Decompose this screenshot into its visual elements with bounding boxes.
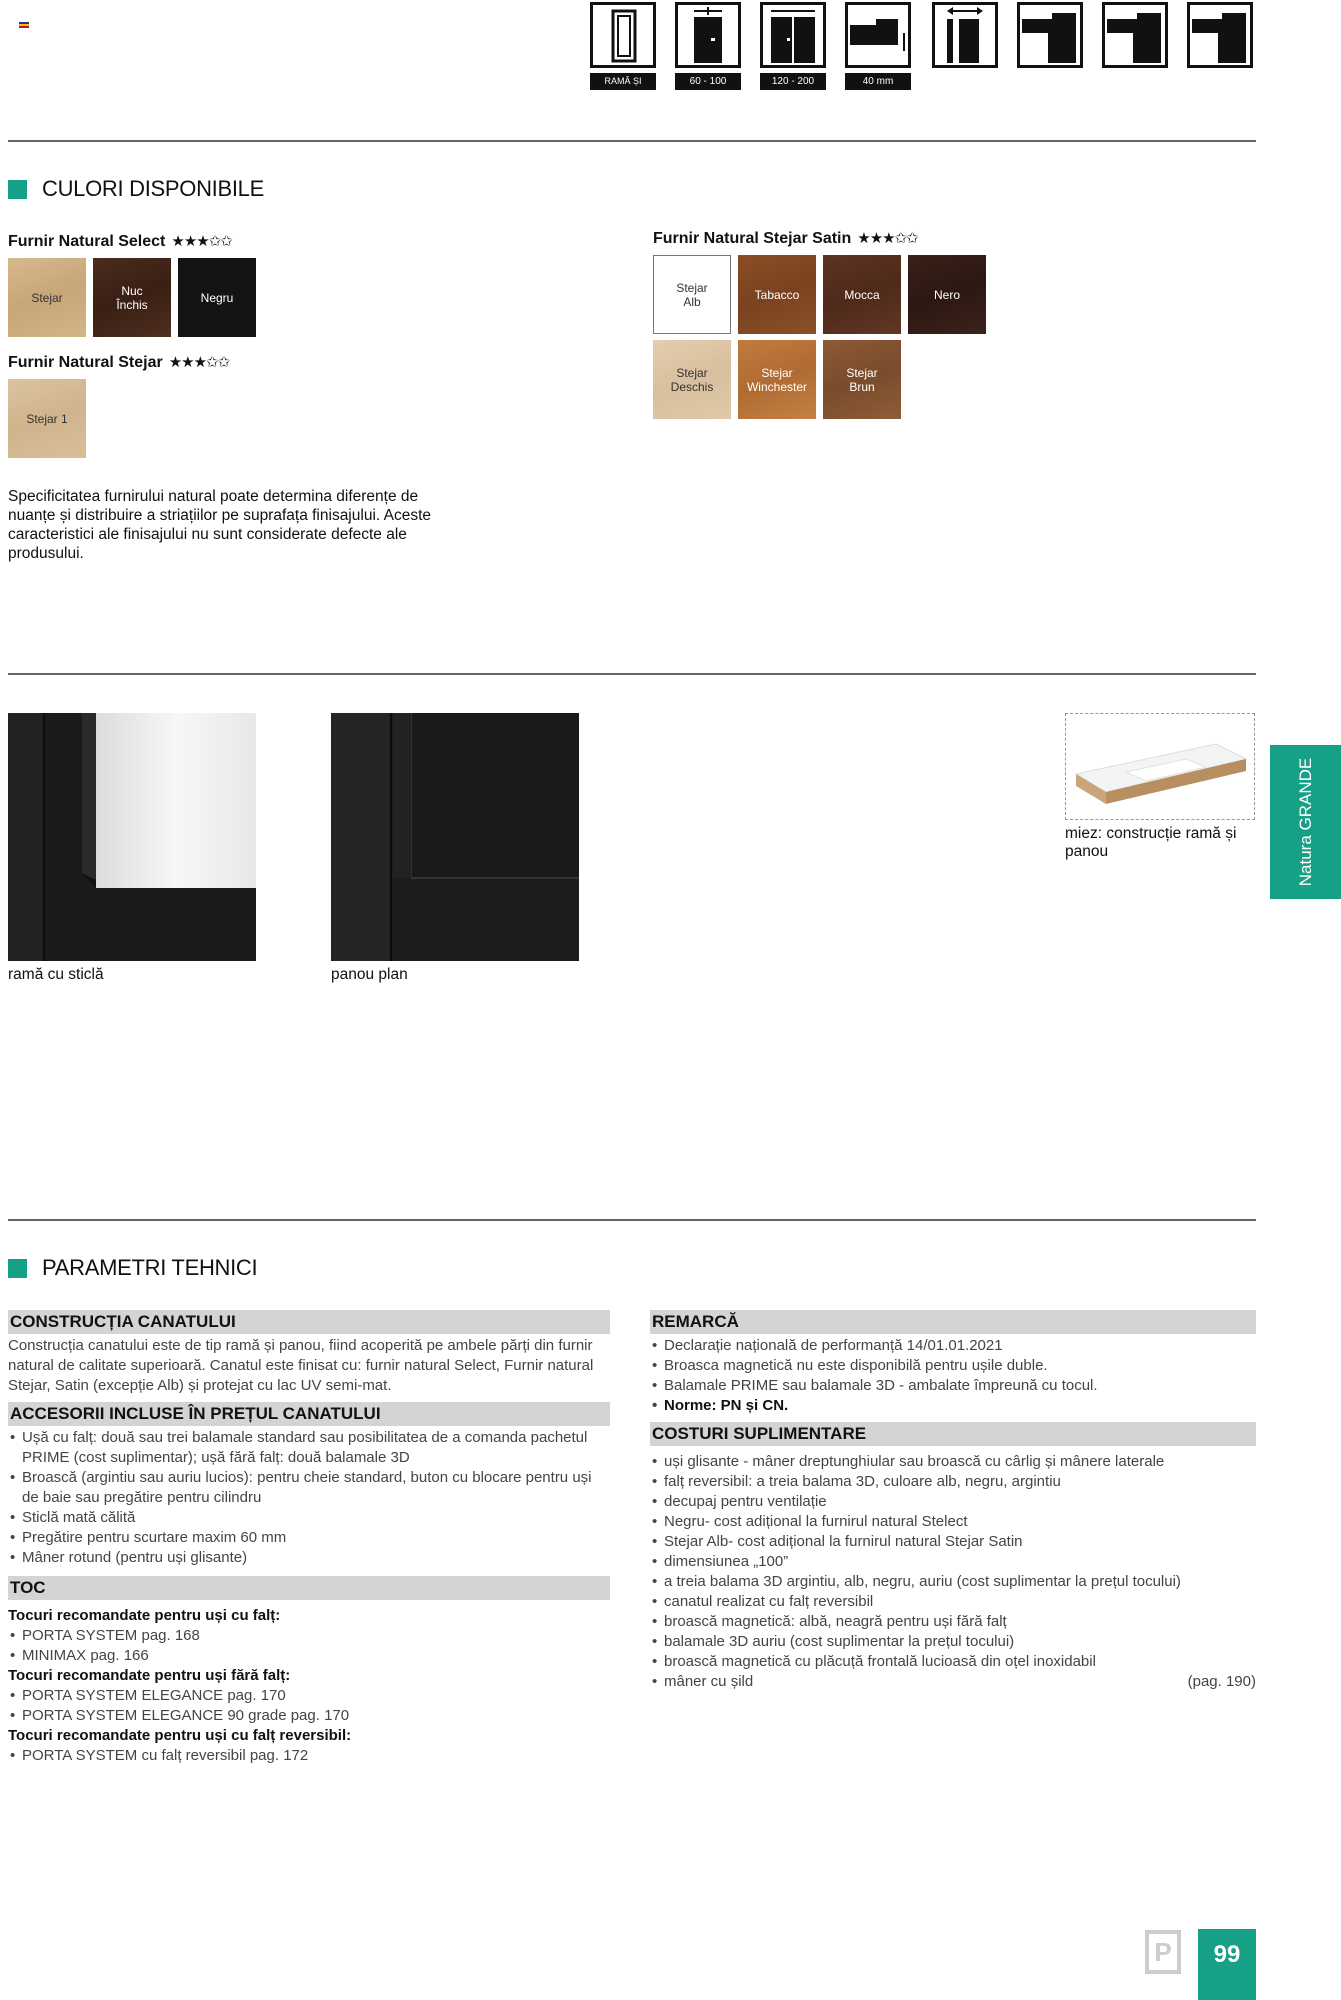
list-item: • PORTA SYSTEM pag. 168 [8,1626,610,1646]
group-title-select: Furnir Natural Select ★★★✩✩ [8,233,232,250]
divider [8,673,1256,675]
list-item: • broască magnetică: albă, neagră pentru uși fără falț [650,1612,1256,1632]
remark-list [650,1336,1256,1416]
door-thickness-icon [845,2,911,68]
icon-label-double-width: 120 - 200 [760,73,826,90]
single-door-width-icon [675,2,741,68]
list-item: • decupaj pentru ventilație [650,1492,1256,1512]
toc-block [8,1606,610,1766]
construction-text: Construcția canatului este de tip ramă și panou, fiind acoperită pe ambele părți din furnir natural de calitate superioară. Canatul este finisat cu: furnir natural Select, Furnir natural Stejar, Satin (excepție Alb) și protejat cu lac UV semi-mat. [8,1337,594,1394]
list-item: • canatul realizat cu falț reversibil [650,1592,1256,1612]
list-item: • falț reversibil: a treia balama 3D, culoare alb, negru, argintiu [650,1472,1256,1492]
section-marker [8,180,27,199]
list-item: • dimensiunea „100” [650,1552,1256,1572]
rebate-profile-icon-2 [1102,2,1168,68]
swatch-stejar[interactable]: Stejar [8,258,86,337]
list-item: • mâner cu șild (pag. 190) [650,1672,1256,1692]
list-item: • Ușă cu falț: două sau trei balamale standard sau posibilitatea de a comanda pachetul PRIME (cost suplimentar); ușă fără falț: două balamale 3D [8,1428,610,1468]
caption-plain: panou plan [331,966,408,983]
door-glass-image [8,713,256,961]
swatch-stejar-brun[interactable]: Stejar Brun [823,340,901,419]
core-construction-image [1065,713,1255,820]
frame-panel-door-icon [590,2,656,68]
caption-glass: ramă cu sticlă [8,966,104,983]
toc-group-title: Tocuri recomandate pentru uși cu falț: [8,1607,281,1624]
list-item: • Negru- cost adițional la furnirul natural Stelect [650,1512,1256,1532]
tech-right-column [650,1310,1256,1692]
swatch-tabacco[interactable]: Tabacco [738,255,816,334]
reversible-door-icon [932,2,998,68]
accessories-list [8,1428,610,1568]
group-title-stejar: Furnir Natural Stejar ★★★✩✩ [8,354,230,371]
list-item: • Sticlă mată călită [8,1508,610,1528]
swatch-negru[interactable]: Negru [178,258,256,337]
group-title-satin: Furnir Natural Stejar Satin ★★★✩✩ [653,230,918,247]
swatch-nero[interactable]: Nero [908,255,986,334]
heading-extra-costs: COSTURI SUPLIMENTARE [650,1422,1256,1446]
brand-logo: P [1145,1930,1181,1974]
swatch-stejar-winchester[interactable]: Stejar Winchester [738,340,816,419]
section-title-tech: PARAMETRI TEHNICI [42,1255,258,1280]
heading-remark: REMARCĂ [650,1310,1256,1334]
list-item: • Broasca magnetică nu este disponibilă pentru ușile duble. [650,1356,1256,1376]
rating-stars: ★★★✩✩ [168,354,230,371]
swatch-nuc-inchis[interactable]: Nuc Închis [93,258,171,337]
list-item: • MINIMAX pag. 166 [8,1646,610,1666]
series-side-tab: Natura GRANDE [1270,745,1341,899]
heading-accessories: ACCESORII INCLUSE ÎN PREȚUL CANATULUI [8,1402,610,1426]
divider [8,140,1256,142]
toc-group-title: Tocuri recomandate pentru uși cu falț reversibil: [8,1727,352,1744]
swatch-stejar-deschis[interactable]: Stejar Deschis [653,340,731,419]
language-flag-icon [19,22,29,29]
swatch-stejar-alb[interactable]: Stejar Alb [653,255,731,334]
double-door-width-icon [760,2,826,68]
list-item: • PORTA SYSTEM ELEGANCE pag. 170 [8,1686,610,1706]
rebate-profile-icon-1 [1017,2,1083,68]
section-marker [8,1259,27,1278]
list-item: • PORTA SYSTEM ELEGANCE 90 grade pag. 170 [8,1706,610,1726]
list-item: • Balamale PRIME sau balamale 3D - ambalate împreună cu tocul. [650,1376,1256,1396]
list-item: • broască magnetică cu plăcuță frontală lucioasă din oțel inoxidabil [650,1652,1256,1672]
rebate-profile-icon-3 [1187,2,1253,68]
page-reference: (pag. 190) [1187,1673,1256,1690]
caption-core: miez: construcție ramă și panou [1065,825,1237,860]
section-title-colors: CULORI DISPONIBILE [42,176,264,201]
list-item: • PORTA SYSTEM cu falț reversibil pag. 172 [8,1746,610,1766]
list-item: • Stejar Alb- cost adițional la furnirul natural Stejar Satin [650,1532,1256,1552]
icon-label-thickness: 40 mm [845,73,911,90]
extra-costs-list [650,1452,1256,1692]
icon-label-single-width: 60 - 100 [675,73,741,90]
list-item: • Norme: PN și CN. [650,1396,1256,1416]
heading-construction: CONSTRUCȚIA CANATULUI [8,1310,610,1334]
swatch-stejar-1[interactable]: Stejar 1 [8,379,86,458]
list-item: • Declarație națională de performanță 14/01.01.2021 [650,1336,1256,1356]
rating-stars: ★★★✩✩ [857,230,918,247]
list-item: • a treia balama 3D argintiu, alb, negru, auriu (cost suplimentar la prețul tocului) [650,1572,1256,1592]
heading-toc: TOC [8,1576,610,1600]
door-plain-panel-image [331,713,579,961]
toc-group-title: Tocuri recomandate pentru uși fără falț: [8,1667,291,1684]
swatch-mocca[interactable]: Mocca [823,255,901,334]
divider [8,1219,1256,1221]
icon-label-construction: RAMĂ ȘI PANOU [590,73,656,90]
list-item: • Broască (argintiu sau auriu lucios): pentru cheie standard, buton cu blocare pentru uși de baie sau pregătire pentru cilindru [8,1468,610,1508]
list-item: • uși glisante - mâner dreptunghiular sau broască cu cârlig și mânere laterale [650,1452,1256,1472]
list-item: • balamale 3D auriu (cost suplimentar la prețul tocului) [650,1632,1256,1652]
page-number: 99 [1198,1929,1256,2000]
tech-left-column [8,1310,610,1766]
rating-stars: ★★★✩✩ [171,233,232,250]
veneer-note: Specificitatea furnirului natural poate determina diferențe de nuanțe și distribuire a striațiilor pe suprafața finisajului. Aceste caracteristici ale finisajului nu sunt considerate defecte ale produsului. [8,488,432,562]
list-item: • Pregătire pentru scurtare maxim 60 mm [8,1528,610,1548]
list-item: • Mâner rotund (pentru uși glisante) [8,1548,610,1568]
